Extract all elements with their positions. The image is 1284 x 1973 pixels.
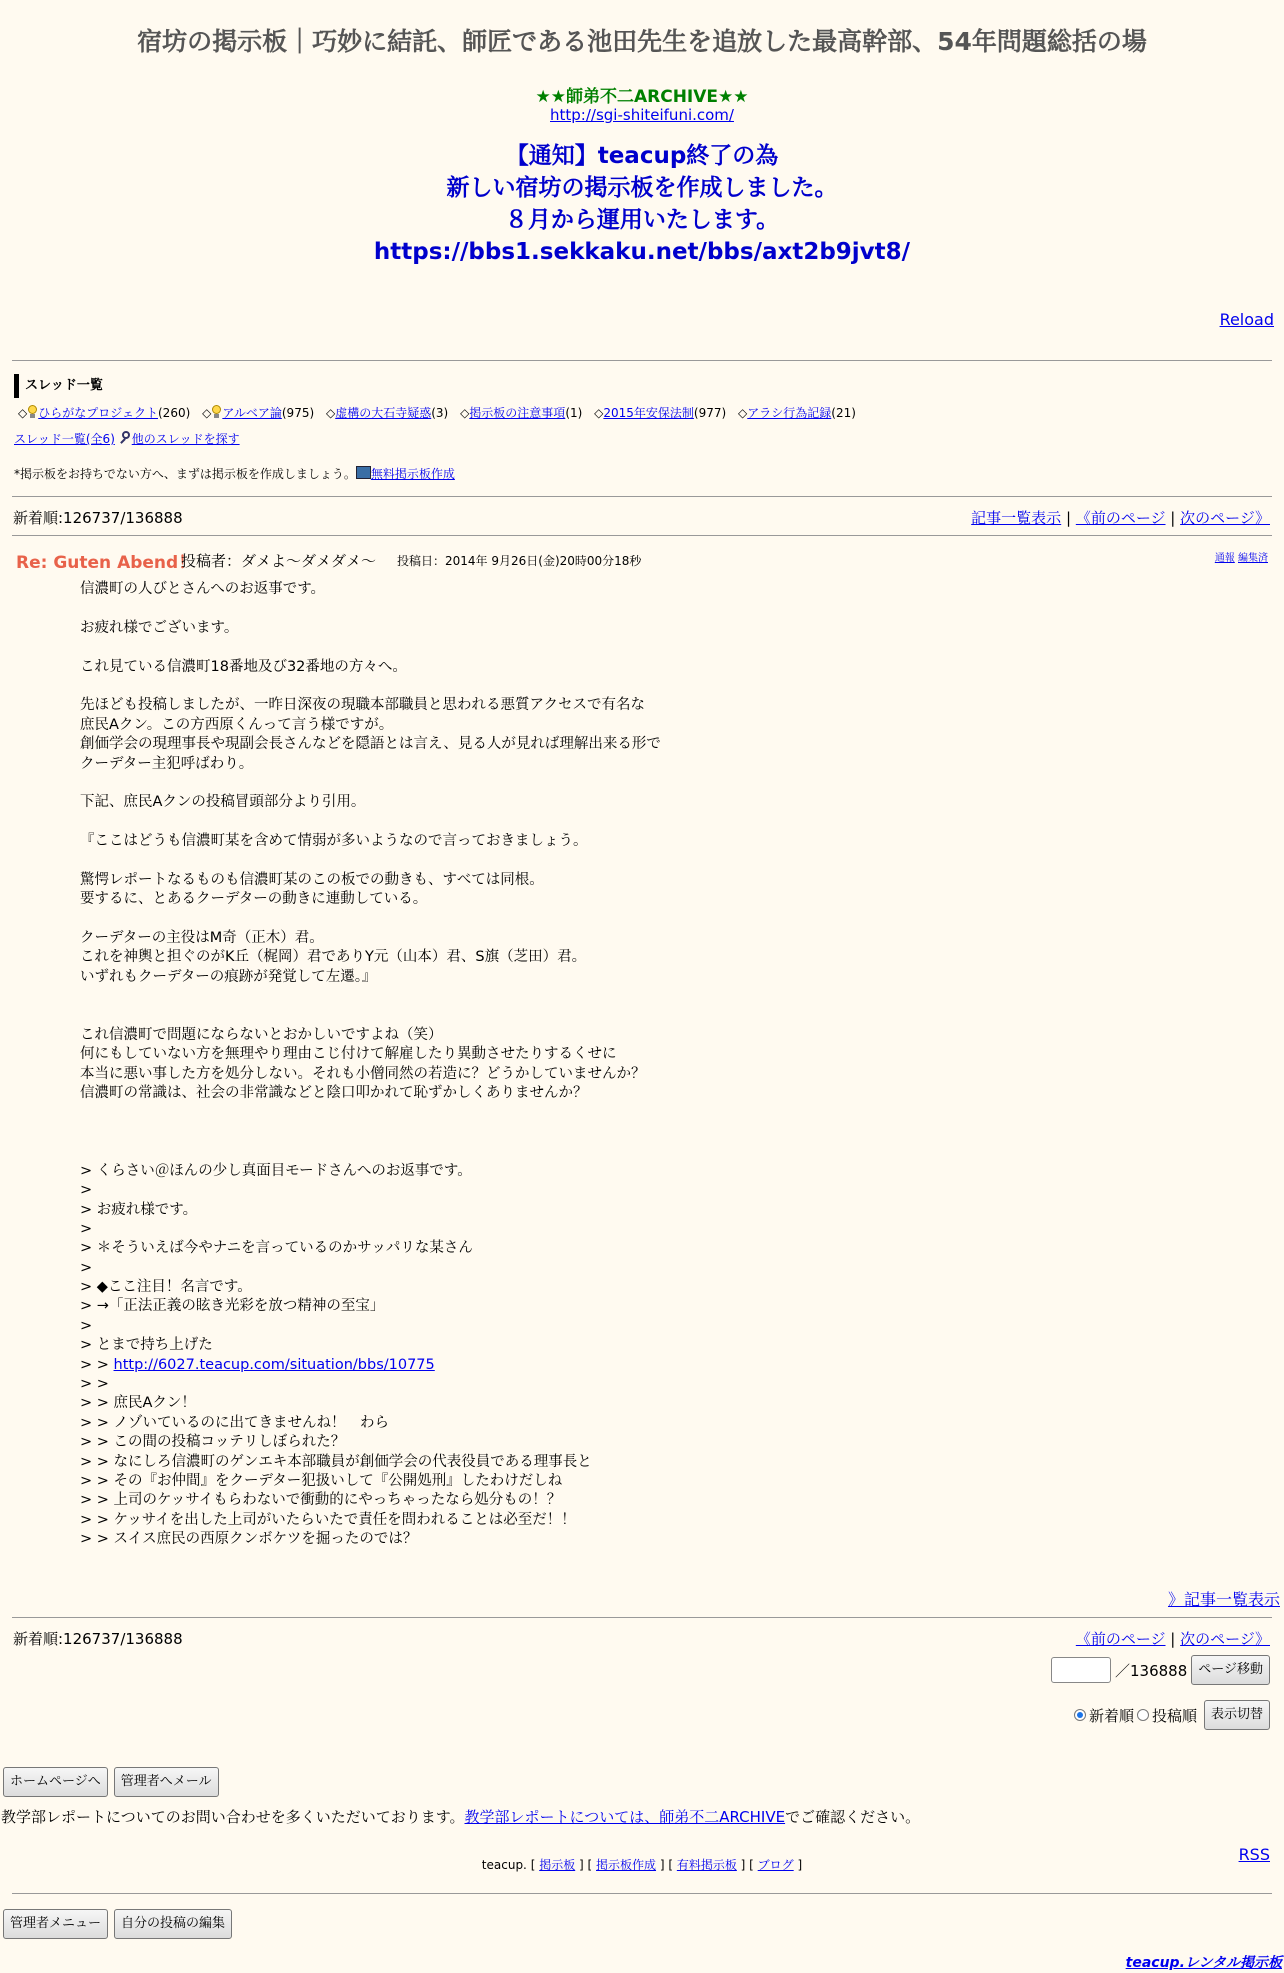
post-line: > > なにしろ信濃町のゲンエキ本部職員が創価学会の代表役員である理事長と [80, 1453, 592, 1470]
order-new-radio[interactable] [1074, 1709, 1086, 1721]
post-line: 『ここはどうも信濃町某を含めて情弱が多いようなので言っておきましょう。 [80, 833, 588, 850]
post-line: これ見ている信濃町18番地及び32番地の方々へ。 [80, 658, 407, 675]
post-line: > ◆ここ注目！名言です。 [80, 1279, 252, 1296]
order-toggle [1074, 1700, 1270, 1730]
notice-line: 新しい宿坊の掲示板を作成しました。 [446, 175, 838, 201]
report-link[interactable]: 通報 [1214, 553, 1235, 564]
post-line: クーデターの主役はM奇（正木）君。 [80, 930, 324, 947]
board-note [14, 465, 455, 482]
notice-line: 【通知】teacup終了の為 [505, 143, 779, 169]
thread-item [460, 406, 582, 420]
bottom-pager [1076, 1628, 1270, 1649]
page-title: 宿坊の掲示板｜巧妙に結託、師匠である池田先生を追放した最高幹部、54年問題総括の場 [137, 27, 1147, 56]
post-line: 信濃町の常識は、社会の非常識などと陰口叩かれて恥ずかしくありませんか？ [80, 1085, 588, 1102]
footer-brand: teacup. [481, 1858, 527, 1872]
thread-list [18, 404, 864, 421]
post-line: > > ノゾいているのに出てきませんね！ わら [80, 1414, 390, 1431]
next-page-link-bottom[interactable]: 次のページ》 [1180, 1630, 1270, 1648]
page-number-input[interactable] [1051, 1657, 1111, 1683]
post-line: お疲れ様でございます。 [80, 619, 239, 636]
thread-count: (975) [281, 406, 315, 420]
reload-link[interactable]: Reload [1219, 310, 1274, 329]
divider [12, 1893, 1272, 1894]
footer-link-blog[interactable]: ブログ [757, 1858, 794, 1872]
post-line [80, 599, 1180, 618]
magnifier-icon [119, 431, 132, 444]
post-line: クーデター主犯呼ばわり。 [80, 755, 254, 772]
post-line [80, 1104, 1180, 1123]
footer-link-paid[interactable]: 有料掲示板 [676, 1858, 737, 1872]
post-line: > > [80, 1376, 109, 1393]
top-pager [971, 507, 1270, 528]
post-line [80, 851, 1180, 870]
separator: | [1170, 1630, 1176, 1648]
thread-item [326, 406, 448, 420]
article-list-link[interactable]: 記事一覧表示 [971, 509, 1062, 527]
divider [12, 1617, 1272, 1618]
post-body [80, 580, 1180, 1550]
admin-menu-button[interactable]: 管理者メニュー [3, 1909, 108, 1939]
post-line: 本当に悪い事した方を処分しない。それも小僧同然の若造に？どうかしていませんか？ [80, 1065, 646, 1082]
separator: | [1170, 509, 1176, 527]
thread-prefix: ◇ [460, 406, 470, 420]
quote-prefix: > > [80, 1356, 114, 1373]
quoted-post-link[interactable]: http://6027.teacup.com/situation/bbs/10775 [113, 1356, 435, 1373]
post-title: Re: Guten Abend！ [16, 553, 196, 573]
home-buttons [3, 1767, 219, 1797]
post-line: 信濃町の人びとさんへのお返事です。 [80, 581, 326, 597]
post-line: > →「正法正義の眩き光彩を放つ精神の至宝」 [80, 1298, 385, 1315]
post-line: 庶民Aクン。この方西原くんって言う様ですが。 [80, 716, 394, 733]
inquiry-line [1, 1806, 920, 1827]
post-line: > > スイス庶民の西原クンボケツを掘ったのでは？ [80, 1531, 418, 1548]
post-line: > お疲れ様です。 [80, 1201, 198, 1218]
thread-prefix: ◇ [202, 406, 212, 420]
post-line [80, 813, 1180, 832]
thread-prefix: ◇ [325, 406, 336, 420]
thread-link[interactable]: 掲示板の注意事項 [469, 406, 566, 420]
thread-link[interactable]: アルベア論 [222, 406, 282, 420]
page-move-button[interactable]: ページ移動 [1191, 1655, 1270, 1685]
search-threads-link[interactable]: 他のスレッドを探す [131, 432, 240, 446]
footer-link-create[interactable]: 掲示板作成 [596, 1858, 657, 1872]
homepage-button[interactable]: ホームページへ [3, 1767, 108, 1797]
toggle-display-button[interactable]: 表示切替 [1204, 1700, 1270, 1730]
post-line: > > その『お仲間』をクーデター犯扱いして『公開処刑』したわけだしね [80, 1472, 563, 1489]
notice-block [0, 140, 1284, 268]
thread-link[interactable]: 2015年安保法制 [603, 406, 694, 420]
article-list-link-bottom[interactable]: 》記事一覧表示 [1167, 1590, 1280, 1609]
post-line [80, 987, 1180, 1006]
divider [12, 496, 1272, 497]
notice-line: ８月から運用いたします。 [504, 207, 780, 233]
post-count: 新着順:126737/136888 [13, 509, 183, 527]
post-line: > くらさい＠ほんの少し真面目モードさんへのお返事です。 [80, 1162, 472, 1179]
divider [12, 535, 1272, 536]
post-line [80, 910, 1180, 929]
post-line: 要するに、とあるクーデターの動きに連動している。 [80, 891, 428, 908]
thread-item [18, 406, 190, 420]
post-line: > ＊そういえば今やナニを言っているのかサッパリな某さん [80, 1240, 473, 1257]
post-line: 先ほども投稿しましたが、一昨日深夜の現職本部職員と思われる悪質アクセスで有名な [80, 697, 646, 714]
edit-own-post-button[interactable]: 自分の投稿の編集 [114, 1909, 232, 1939]
thread-links [14, 430, 240, 447]
archive-title: ★★師弟不二ARCHIVE★★ [535, 87, 749, 107]
thread-list-heading: スレッド一覧 [14, 374, 103, 398]
post-line: > [80, 1259, 93, 1276]
post-line [80, 638, 1180, 657]
post-line: 何にもしていない方を無理やり理由こじ付けて解雇したり異動させたりするくせに [80, 1046, 617, 1063]
thread-count: (3) [431, 406, 449, 420]
post-line: > [80, 1220, 93, 1237]
post-line [80, 774, 1180, 793]
next-page-link[interactable]: 次のページ》 [1180, 509, 1270, 527]
prev-page-link[interactable]: 《前のページ [1075, 509, 1166, 527]
archive-link[interactable]: http://sgi-shiteifuni.com/ [550, 106, 734, 124]
inquiry-link[interactable]: 教学部レポートについては、師弟不二ARCHIVE [464, 1808, 786, 1826]
inquiry-text: 教学部レポートについてのお問い合わせを多くいただいております。 [1, 1808, 465, 1826]
post-line [80, 677, 1180, 696]
post-line: 創価学会の現理事長や現副会長さんなどを隠語とは言え、見る人が見れば理解出来る形で [80, 736, 661, 753]
thread-count: (977) [693, 406, 727, 420]
separator: | [1065, 509, 1072, 527]
post-author: 投稿者：ダメよ～ダメダメ～ [181, 552, 377, 570]
thread-item [202, 406, 314, 420]
inquiry-suffix: でご確認ください。 [785, 1808, 921, 1826]
board-note-text: *掲示板をお持ちでない方へ、まずは掲示板を作成しましょう。 [14, 467, 356, 481]
thread-count: (1) [565, 406, 583, 420]
thread-count: (260) [158, 406, 191, 420]
thread-link[interactable]: ひらがなプロジェクト [38, 406, 158, 420]
post-line: > > この間の投稿コッテリしぼられた？ [80, 1434, 346, 1451]
post-line [80, 1123, 1180, 1142]
order-new-label: 新着順 [1088, 1706, 1134, 1725]
mail-admin-button[interactable]: 管理者へメール [114, 1767, 219, 1797]
all-threads-link[interactable]: スレッド一覧(全6) [14, 432, 115, 446]
post-line: > > 上司のケッサイもらわないで衝動的にやっちゃったなら処分もの！？ [80, 1492, 562, 1509]
post-tools [1215, 549, 1268, 564]
teacup-rental-link[interactable]: teacup.レンタル掲示板 [1125, 1955, 1282, 1971]
footer-link-board[interactable]: 掲示板 [539, 1858, 576, 1872]
thread-prefix: ◇ [738, 406, 748, 420]
prev-page-link-bottom[interactable]: 《前のページ [1075, 1630, 1166, 1648]
order-post-radio[interactable] [1137, 1709, 1149, 1721]
thread-item [594, 406, 726, 420]
divider [12, 360, 1272, 361]
thread-prefix: ◇ [594, 406, 604, 420]
post-line: > [80, 1182, 93, 1199]
thread-link[interactable]: アラシ行為記録 [747, 406, 832, 420]
post-date: 投稿日：2014年 9月26日(金)20時00分18秒 [397, 554, 642, 568]
post-line: > [80, 1317, 93, 1334]
post-line [80, 1142, 1180, 1161]
post-line-link [80, 1356, 1180, 1375]
edited-link[interactable]: 編集済 [1238, 553, 1268, 564]
thread-item [738, 406, 856, 420]
create-board-link[interactable]: 無料掲示板作成 [370, 467, 455, 481]
post-line: > > ケッサイを出した上司がいたらいたで責任を問われることは必至だ！！ [80, 1511, 576, 1528]
post-line: いずれもクーデターの痕跡が発覚して左遷。』 [80, 968, 377, 985]
total-pages: ／136888 [1114, 1661, 1188, 1680]
computer-icon [356, 466, 371, 479]
lightbulb-icon [27, 405, 38, 418]
post-line: > > 庶民Aクン！ [80, 1395, 196, 1412]
rss-link[interactable]: RSS [1238, 1845, 1270, 1864]
post-line: これを神輿と担ぐのがK丘（梶岡）君でありY元（山本）君、S旗（芝田）君。 [80, 949, 587, 966]
notice-url[interactable]: https://bbs1.sekkaku.net/bbs/axt2b9jvt8/ [373, 239, 911, 265]
post-line: > とまで持ち上げた [80, 1337, 213, 1354]
order-post-label: 投稿順 [1151, 1706, 1197, 1725]
post-line: 驚愕レポートなるものも信濃町某のこの板での動きも、すべては同根。 [80, 871, 544, 888]
archive-url-line [0, 106, 1284, 124]
admin-buttons [3, 1909, 232, 1939]
thread-link[interactable]: 虚構の大石寺疑惑 [335, 406, 432, 420]
post-line: 下記、庶民Aクンの投稿冒頭部分より引用。 [80, 794, 366, 811]
thread-count: (21) [831, 406, 856, 420]
post-count-bottom: 新着順:126737/136888 [13, 1630, 183, 1648]
footer-links: teacup. [ 掲示板 ] [ 掲示板作成 ] [ 有料掲示板 ] [ ブログ ] [481, 1858, 803, 1872]
post-line [80, 1007, 1180, 1026]
post-line: これ信濃町で問題にならないとおかしいですよね（笑） [80, 1026, 443, 1043]
page-jump [1051, 1655, 1270, 1685]
lightbulb-icon [211, 405, 222, 418]
thread-prefix: ◇ [18, 406, 28, 420]
